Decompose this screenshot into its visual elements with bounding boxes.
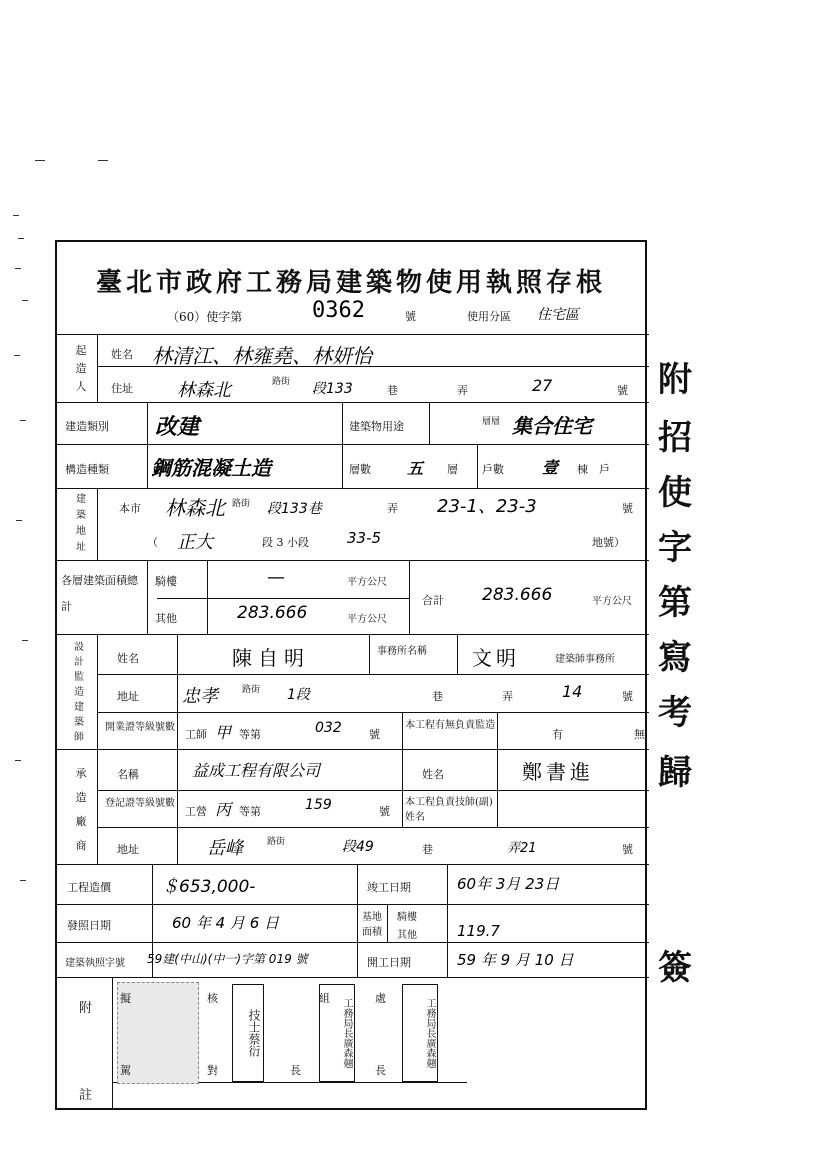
site-road-unit: 路街: [232, 499, 251, 509]
reg-no-prefix: 等第: [239, 805, 261, 818]
side-char: 附: [658, 360, 692, 400]
owner-address-road-unit: 路街: [272, 377, 291, 387]
other-value: 283.666: [237, 603, 308, 623]
license-form: [55, 240, 675, 1110]
base-area-label: 基地面積: [362, 912, 382, 938]
side-char: 寫: [658, 638, 692, 678]
approval-col-label: 核: [207, 992, 218, 1005]
completion-label: 竣工日期: [367, 881, 411, 894]
remarks-label-top: 附: [79, 1001, 93, 1016]
land-prefix: （: [147, 536, 158, 549]
architect-name-value: 陳自明: [232, 646, 310, 670]
households-value: 壹: [542, 458, 559, 477]
contractor-person-value: 鄭書進: [522, 760, 594, 784]
owner-address-no-unit: 號: [617, 384, 628, 397]
architect-address-road-unit: 路街: [242, 685, 261, 695]
households-unit: 棟 戶: [577, 463, 610, 476]
site-alley: 弄: [387, 502, 398, 515]
stamp-text: 工務局長: [424, 998, 435, 1038]
contractor-address-section: 段49: [342, 839, 374, 855]
contractor-name-value: 益成工程有限公司: [192, 761, 321, 780]
license-class-no: 032: [315, 720, 342, 736]
office-value: 文明: [472, 646, 520, 670]
supervisor-value: 有 無: [552, 728, 675, 741]
site-numbers: 23-1、23-3: [437, 496, 537, 517]
land-section: 段 3 小段: [262, 536, 309, 549]
architect-address-alley: 弄: [502, 690, 513, 703]
contractor-address-no-unit: 號: [622, 843, 633, 856]
floors-value: 五: [407, 459, 424, 478]
approval-stamp: [402, 984, 438, 1082]
reg-no: 159: [305, 797, 332, 813]
site-section: 段133巷: [267, 501, 322, 517]
site-road: 林森北: [165, 496, 225, 520]
owner-address-road: 林森北: [177, 380, 231, 401]
total-unit: 平方公尺: [592, 596, 632, 607]
architect-address-lane: 巷: [432, 690, 443, 703]
total-value: 283.666: [482, 585, 553, 605]
arcade-value: —: [267, 567, 285, 588]
stamp-sub: 廣森翹: [341, 1038, 352, 1068]
land-district: 正大: [177, 532, 213, 553]
structure-label: 構造種類: [65, 463, 109, 476]
license-suffix: 號: [405, 310, 416, 323]
completion-value: 60年 3月 23日: [457, 875, 560, 893]
site-no-unit: 號: [622, 502, 633, 515]
approval-stamp: [319, 984, 355, 1082]
stamp-text: 技士蔡衍: [247, 1009, 261, 1057]
site-city: 本市: [119, 502, 141, 515]
category-label: 建造類別: [65, 420, 109, 433]
reg-label: 登記證等級號數: [105, 798, 175, 809]
issue-label: 發照日期: [67, 919, 111, 932]
cost-label: 工程造價: [67, 881, 111, 894]
approval-col-bottom: 對: [207, 1064, 218, 1077]
zone-label: 使用分區: [467, 310, 511, 323]
other-unit: 平方公尺: [347, 614, 387, 625]
owner-address-no: 27: [532, 376, 553, 395]
site-section-label: 建築地址: [76, 494, 86, 553]
contractor-address-alley: 弄21: [507, 841, 537, 856]
owner-address-label: 住址: [111, 382, 133, 395]
owner-section-label: 起造人: [75, 344, 87, 393]
office-suffix: 建築師事務所: [555, 654, 615, 665]
stamp-text: 工務局長: [341, 998, 352, 1038]
start-value: 59 年 9 月 10 日: [457, 951, 574, 969]
side-char: 第: [658, 583, 692, 623]
arcade-unit: 平方公尺: [347, 577, 387, 588]
contractor-address-road-unit: 路街: [267, 837, 286, 847]
contractor-address-label: 地址: [117, 843, 139, 856]
base-other-label: 其他: [397, 930, 417, 941]
use-value: 集合住宅: [512, 414, 592, 438]
side-char: 簽: [658, 948, 692, 988]
start-label: 開工日期: [367, 956, 411, 969]
approval-stamp: [232, 984, 264, 1082]
license-no-unit: 號: [369, 728, 380, 741]
architect-address-section: 1段: [287, 687, 310, 703]
architect-address-no-unit: 號: [622, 690, 633, 703]
remarks-label-bottom: 註: [79, 1088, 93, 1103]
license-no-prefix: 等第: [239, 728, 261, 741]
use-label: 建築物用途: [349, 420, 404, 433]
reg-no-unit: 號: [379, 805, 390, 818]
approval-col-bottom: 長: [290, 1064, 301, 1077]
supervisor-label: 本工程有無負責監造: [405, 720, 495, 731]
contractor-address-lane: 巷: [422, 843, 433, 856]
license-class-prefix: 工師: [185, 728, 207, 741]
stamp-sub: 廣森翹: [424, 1038, 435, 1068]
floors-label: 層數: [349, 463, 371, 476]
arcade-label: 騎樓: [155, 575, 177, 588]
license-class: 甲: [215, 723, 232, 742]
approval-col-bottom: 長: [375, 1064, 386, 1077]
side-char: 歸: [658, 753, 692, 793]
use-floor-note: 層層: [482, 417, 501, 427]
other-label: 其他: [155, 612, 177, 625]
side-char: 字: [658, 528, 692, 568]
owner-names: 林清江、林雍堯、林妍怡: [152, 344, 372, 368]
total-label: 合計: [422, 594, 444, 607]
office-label: 事務所名稱: [377, 646, 427, 657]
architect-address-label: 地址: [117, 690, 139, 703]
contractor-section-label: 承造廠商: [75, 767, 87, 852]
side-char: 考: [658, 693, 692, 733]
owner-name-label: 姓名: [111, 348, 133, 361]
land-number: 33-5: [347, 529, 382, 547]
floors-unit: 層: [447, 463, 458, 476]
contractor-person-label: 姓名: [422, 768, 444, 781]
owner-address-section: 段133: [312, 381, 353, 397]
approval-col-label: 擬: [120, 992, 131, 1005]
cost-value: ＄653,000-: [162, 877, 256, 897]
approval-col-label: 組: [319, 992, 330, 1005]
form-title: 臺北市政府工務局建築物使用執照存根: [95, 268, 606, 298]
owner-address-alley: 弄: [457, 384, 468, 397]
zone-value: 住宅區: [537, 307, 579, 323]
license-prefix: （60）使字第: [167, 310, 243, 324]
base-arcade-label: 騎樓: [397, 912, 417, 923]
architect-name-label: 姓名: [117, 652, 139, 665]
side-char: 招: [658, 418, 692, 458]
contractor-name-label: 名稱: [117, 768, 139, 781]
land-suffix: 地號）: [592, 536, 625, 549]
owner-address-lane: 巷: [387, 384, 398, 397]
issue-value: 60 年 4 月 6 日: [172, 914, 280, 932]
structure-value: 鋼筋混凝土造: [151, 456, 271, 480]
permit-value: 59建(中山)(中一)字第 019 號: [147, 952, 308, 966]
license-number: 0362: [312, 298, 365, 323]
households-label: 戶數: [482, 463, 504, 476]
architect-section-label: 設計監造建築師: [74, 642, 84, 743]
base-other-value: 119.7: [457, 922, 500, 940]
tech-label: 本工程負責技師(副)姓名: [405, 797, 493, 823]
license-label: 開業證等級號數: [105, 722, 175, 733]
side-char: 使: [658, 473, 692, 513]
architect-address-road: 忠孝: [182, 686, 218, 707]
category-value: 改建: [155, 415, 200, 440]
area-section-label: 各層建築面積總計: [61, 574, 138, 613]
approval-col-label: 處: [375, 992, 386, 1005]
architect-address-no: 14: [562, 682, 583, 701]
contractor-address-road: 岳峰: [207, 838, 243, 859]
reg-class-prefix: 工營: [185, 805, 207, 818]
approval-col-bottom: 駕: [120, 1064, 131, 1077]
reg-class: 丙: [215, 800, 232, 819]
permit-label: 建築執照字號: [65, 958, 125, 969]
